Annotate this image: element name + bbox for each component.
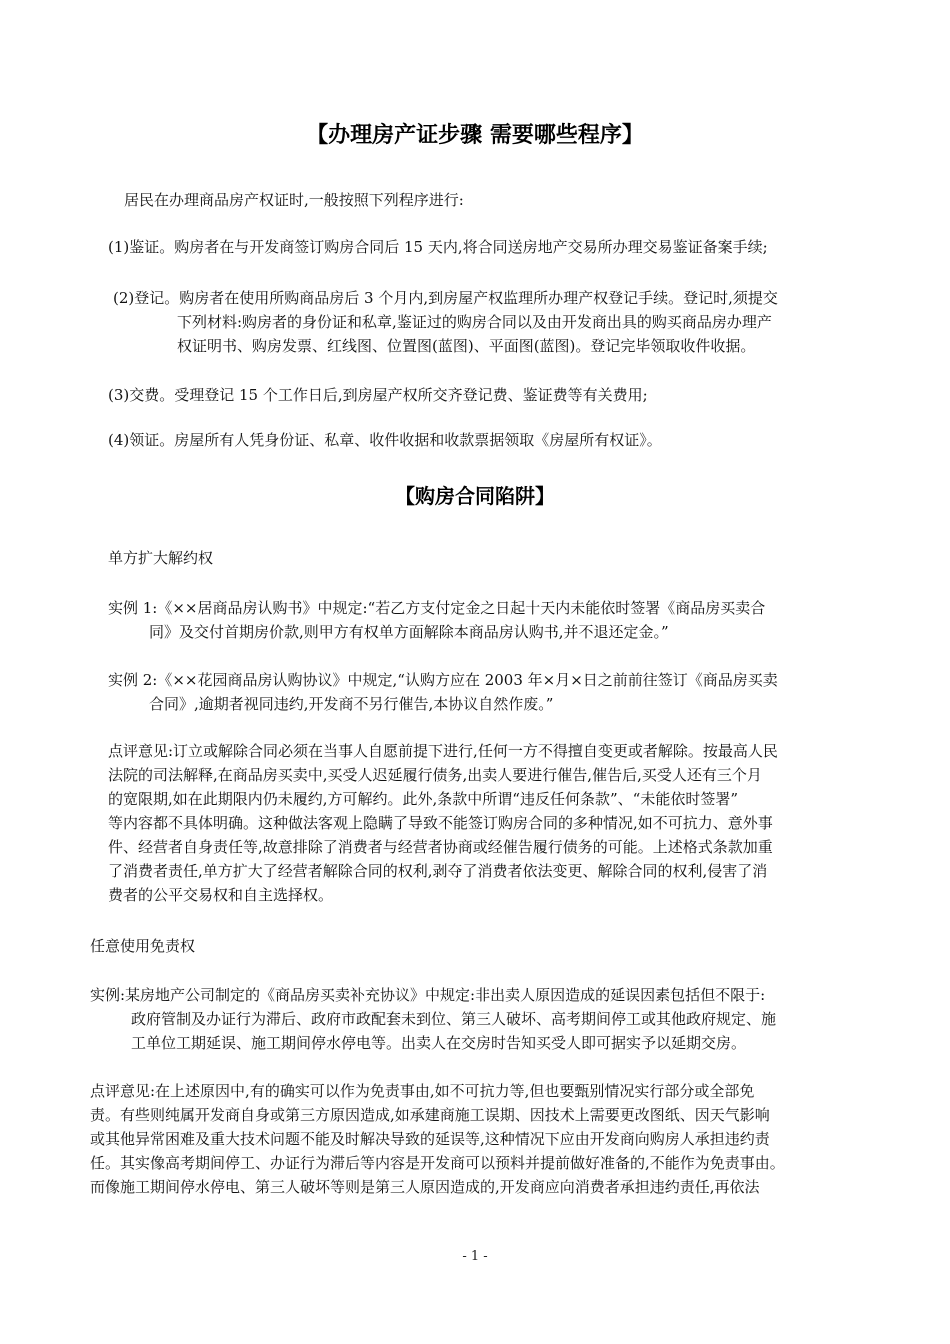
step-2-line-3: 权证明书、购房发票、红线图、位置图(蓝图)、平面图(蓝图)。登记完毕领取收件收据。 bbox=[177, 337, 756, 355]
example-3 bbox=[90, 983, 776, 1055]
comment-1-line-6: 了消费者责任,单方扩大了经营者解除合同的权利,剥夺了消费者依法变更、解除合同的权利,侵害了消 bbox=[108, 862, 768, 880]
section-title-unilateral: 单方扩大解约权 bbox=[108, 549, 214, 567]
step-2-line-2: 下列材料:购房者的身份证和私章,鉴证过的购房合同以及由开发商出具的购买商品房办理产 bbox=[177, 313, 772, 331]
intro-paragraph: 居民在办理商品房产权证时,一般按照下列程序进行: bbox=[124, 191, 464, 209]
comment-1-line-5: 件、经营者自身责任等,故意排除了消费者与经营者协商或经催告履行债务的可能。上述格式条款加重 bbox=[108, 838, 773, 856]
comment-1 bbox=[108, 739, 778, 907]
comment-1-line-1: 点评意见:订立或解除合同必须在当事人自愿前提下进行,任何一方不得擅自变更或者解除。按最高人民 bbox=[108, 742, 778, 760]
step-3: (3)交费。受理登记 15 个工作日后,到房屋产权所交齐登记费、鉴证费等有关费用; bbox=[108, 386, 648, 404]
example-3-line-1: 实例:某房地产公司制定的《商品房买卖补充协议》中规定:非出卖人原因造成的延误因素包括但不限于: bbox=[90, 986, 766, 1004]
example-1-line-1: 实例 1:《××居商品房认购书》中规定:“若乙方支付定金之日起十天内未能依时签署《商品房买卖合 bbox=[108, 599, 766, 617]
example-2 bbox=[108, 668, 778, 716]
comment-2-line-5: 而像施工期间停水停电、第三人破坏等则是第三人原因造成的,开发商应向消费者承担违约责任,再依法 bbox=[90, 1178, 760, 1196]
comment-1-line-7: 费者的公平交易权和自主选择权。 bbox=[108, 886, 334, 904]
comment-2-line-4: 任。其实像高考期间停工、办证行为滞后等内容是开发商可以预料并提前做好准备的,不能作为免责事由。 bbox=[90, 1154, 785, 1172]
comment-1-line-2: 法院的司法解释,在商品房买卖中,买受人迟延履行债务,出卖人要进行催告,催告后,买受人还有三个月 bbox=[108, 766, 762, 784]
comment-1-line-4: 等内容都不具体明确。这种做法客观上隐瞒了导致不能签订购房合同的多种情况,如不可抗力、意外事 bbox=[108, 814, 773, 832]
heading-contract-traps: 【购房合同陷阱】 bbox=[395, 484, 555, 508]
comment-2-line-2: 责。有些则纯属开发商自身或第三方原因造成,如承建商施工误期、因技术上需要更改图纸、因天气影响 bbox=[90, 1106, 770, 1124]
comment-2-line-3: 或其他异常困难及重大技术问题不能及时解决导致的延误等,这种情况下应由开发商向购房人承担违约责 bbox=[90, 1130, 770, 1148]
comment-1-line-3: 的宽限期,如在此期限内仍未履约,方可解约。此外,条款中所谓“违反任何条款”、“未能依时签署” bbox=[108, 790, 738, 808]
example-2-line-1: 实例 2:《××花园商品房认购协议》中规定,“认购方应在 2003 年×月×日之前前往签订《商品房买卖 bbox=[108, 671, 778, 689]
example-2-line-2: 合同》,逾期者视同违约,开发商不另行催告,本协议自然作废。” bbox=[149, 695, 554, 713]
example-1-line-2: 同》及交付首期房价款,则甲方有权单方面解除本商品房认购书,并不退还定金。” bbox=[149, 623, 669, 641]
page-number: - 1 - bbox=[462, 1249, 488, 1264]
heading-process: 【办理房产证步骤 需要哪些程序】 bbox=[306, 123, 644, 148]
step-2 bbox=[113, 286, 778, 358]
comment-2-line-1: 点评意见:在上述原因中,有的确实可以作为免责事由,如不可抗力等,但也要甄别情况实行部分或全部免 bbox=[90, 1082, 755, 1100]
example-3-line-2: 政府管制及办证行为滞后、政府市政配套未到位、第三人破坏、高考期间停工或其他政府规定、施 bbox=[131, 1010, 777, 1028]
example-3-line-3: 工单位工期延误、施工期间停水停电等。出卖人在交房时告知买受人即可据实予以延期交房。 bbox=[131, 1034, 747, 1052]
example-1 bbox=[108, 596, 765, 644]
section-title-exemption: 任意使用免责权 bbox=[90, 937, 196, 955]
step-1: (1)鉴证。购房者在与开发商签订购房合同后 15 天内,将合同送房地产交易所办理交易鉴证备案手续; bbox=[108, 238, 768, 256]
step-2-line-1: (2)登记。购房者在使用所购商品房后 3 个月内,到房屋产权监理所办理产权登记手续。登记时,须提交 bbox=[113, 289, 778, 307]
comment-2 bbox=[90, 1079, 785, 1199]
step-4: (4)领证。房屋所有人凭身份证、私章、收件收据和收款票据领取《房屋所有权证》。 bbox=[108, 431, 662, 449]
